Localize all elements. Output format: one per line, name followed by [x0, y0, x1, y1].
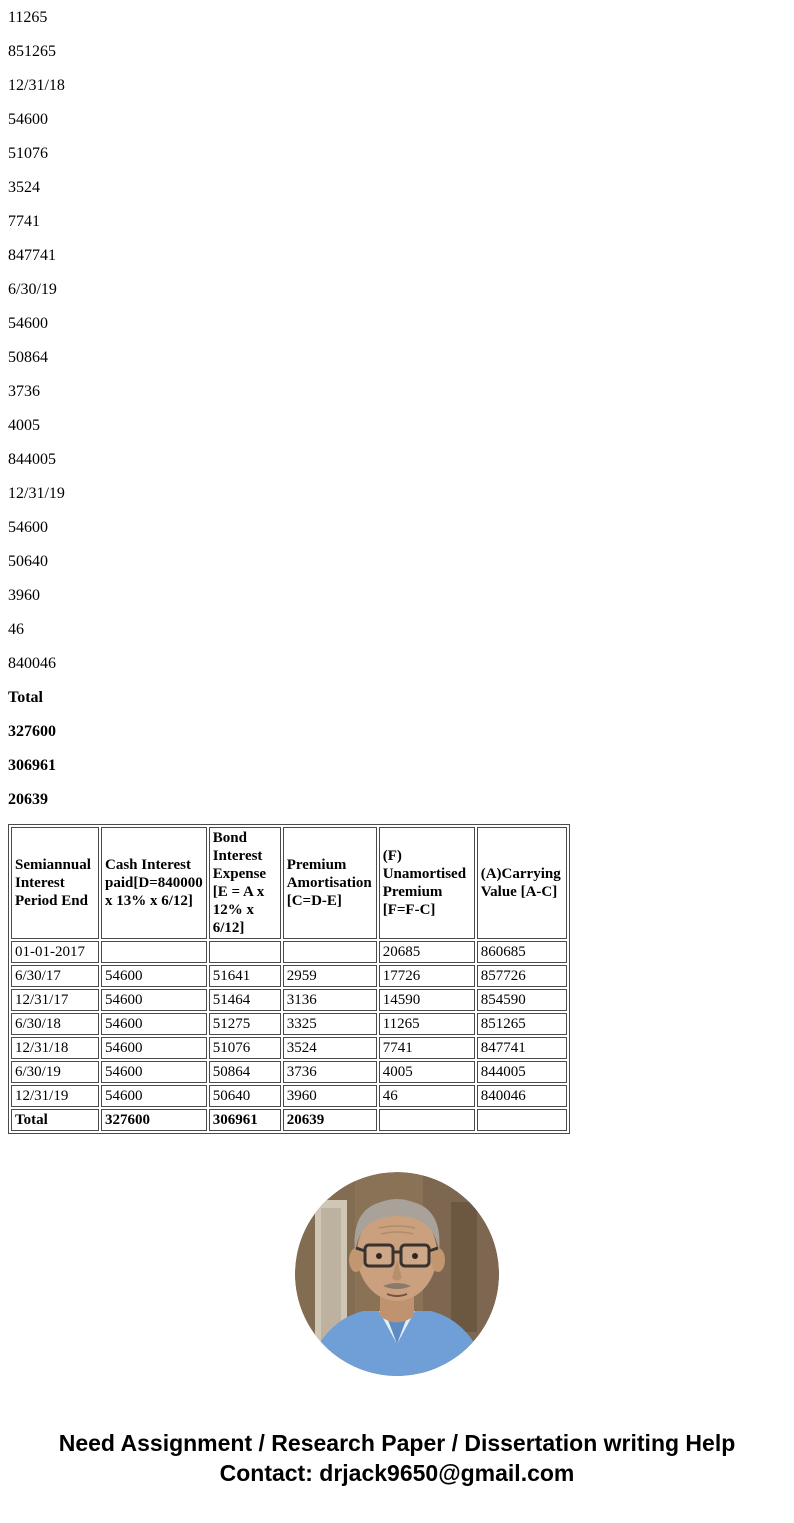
table-cell: 54600	[101, 1013, 207, 1035]
value-line: 847741	[8, 247, 56, 264]
table-cell: 306961	[209, 1109, 281, 1131]
value-line: 851265	[8, 43, 56, 60]
help-heading: Need Assignment / Research Paper / Dissertation writing Help	[58, 1430, 736, 1456]
value-line: 306961	[8, 757, 56, 774]
footer	[8, 1428, 786, 1488]
photo-row	[8, 1172, 786, 1376]
tutor-photo-illustration	[295, 1172, 499, 1376]
table-cell: 20639	[283, 1109, 377, 1131]
table-cell: 857726	[477, 965, 567, 987]
table-row	[11, 941, 567, 963]
table-header-cell: Premium Amortisation [C=D-E]	[283, 827, 377, 939]
value-line: 54600	[8, 315, 48, 332]
table-header-cell: Cash Interest paid[D=840000 x 13% x 6/12]	[101, 827, 207, 939]
table-cell: 51641	[209, 965, 281, 987]
table-cell: 50640	[209, 1085, 281, 1107]
table-cell: 12/31/17	[11, 989, 99, 1011]
table-cell: 3524	[283, 1037, 377, 1059]
table-cell: 847741	[477, 1037, 567, 1059]
table-cell: 2959	[283, 965, 377, 987]
table-body	[11, 941, 567, 1131]
value-line: 12/31/18	[8, 77, 65, 94]
table-cell: 54600	[101, 989, 207, 1011]
table-cell: 3736	[283, 1061, 377, 1083]
value-line: 3736	[8, 383, 40, 400]
value-line: 50864	[8, 349, 48, 366]
table-row	[11, 1109, 567, 1131]
table-cell: 844005	[477, 1061, 567, 1083]
table-row	[11, 965, 567, 987]
avatar	[295, 1172, 499, 1376]
page	[8, 8, 786, 1488]
value-line: 50640	[8, 553, 48, 570]
value-line: Total	[8, 689, 43, 706]
table-header-cell: (A)Carrying Value [A-C]	[477, 827, 567, 939]
table-cell: 854590	[477, 989, 567, 1011]
table-cell: 20685	[379, 941, 475, 963]
table-cell: 7741	[379, 1037, 475, 1059]
table-cell: Total	[11, 1109, 99, 1131]
amortization-table	[8, 824, 570, 1134]
table-header-cell: Semiannual Interest Period End	[11, 827, 99, 939]
table-cell: 12/31/19	[11, 1085, 99, 1107]
table-cell	[101, 941, 207, 963]
value-line: 3960	[8, 587, 40, 604]
table-cell: 840046	[477, 1085, 567, 1107]
table-cell: 3325	[283, 1013, 377, 1035]
table-cell	[477, 1109, 567, 1131]
table-cell: 11265	[379, 1013, 475, 1035]
table-cell	[379, 1109, 475, 1131]
table-cell: 12/31/18	[11, 1037, 99, 1059]
value-line: 12/31/19	[8, 485, 65, 502]
value-line: 20639	[8, 791, 48, 808]
value-line: 3524	[8, 179, 40, 196]
table-row	[11, 1085, 567, 1107]
table-cell: 14590	[379, 989, 475, 1011]
table-cell: 327600	[101, 1109, 207, 1131]
value-line: 327600	[8, 723, 56, 740]
table-cell: 51464	[209, 989, 281, 1011]
value-line: 54600	[8, 111, 48, 128]
table-header-cell: (F) Unamortised Premium [F=F-C]	[379, 827, 475, 939]
table-cell: 3136	[283, 989, 377, 1011]
contact-text: Contact: drjack9650@gmail.com	[219, 1460, 575, 1486]
table-cell: 51275	[209, 1013, 281, 1035]
table-cell: 6/30/18	[11, 1013, 99, 1035]
table-row	[11, 989, 567, 1011]
table-row	[11, 1061, 567, 1083]
value-line: 54600	[8, 519, 48, 536]
value-line: 11265	[8, 9, 48, 26]
table-cell: 01-01-2017	[11, 941, 99, 963]
table-cell: 51076	[209, 1037, 281, 1059]
table-cell: 54600	[101, 1037, 207, 1059]
table-cell: 6/30/17	[11, 965, 99, 987]
table-header-row	[11, 827, 567, 939]
table-cell: 3960	[283, 1085, 377, 1107]
table-row	[11, 1037, 567, 1059]
value-line: 46	[8, 621, 24, 638]
table-cell: 17726	[379, 965, 475, 987]
table-cell: 50864	[209, 1061, 281, 1083]
table-cell: 4005	[379, 1061, 475, 1083]
value-line: 6/30/19	[8, 281, 57, 298]
value-line: 844005	[8, 451, 56, 468]
value-line: 51076	[8, 145, 48, 162]
table-row	[11, 1013, 567, 1035]
value-line: 840046	[8, 655, 56, 672]
table-cell: 54600	[101, 1061, 207, 1083]
values-list	[8, 8, 786, 809]
table-cell	[283, 941, 377, 963]
table-cell: 54600	[101, 1085, 207, 1107]
table-cell: 54600	[101, 965, 207, 987]
table-cell: 851265	[477, 1013, 567, 1035]
table-cell	[209, 941, 281, 963]
table-cell: 6/30/19	[11, 1061, 99, 1083]
table-cell: 860685	[477, 941, 567, 963]
value-line: 4005	[8, 417, 40, 434]
value-line: 7741	[8, 213, 40, 230]
table-cell: 46	[379, 1085, 475, 1107]
table-header-cell: Bond Interest Expense [E = A x 12% x 6/12]	[209, 827, 281, 939]
